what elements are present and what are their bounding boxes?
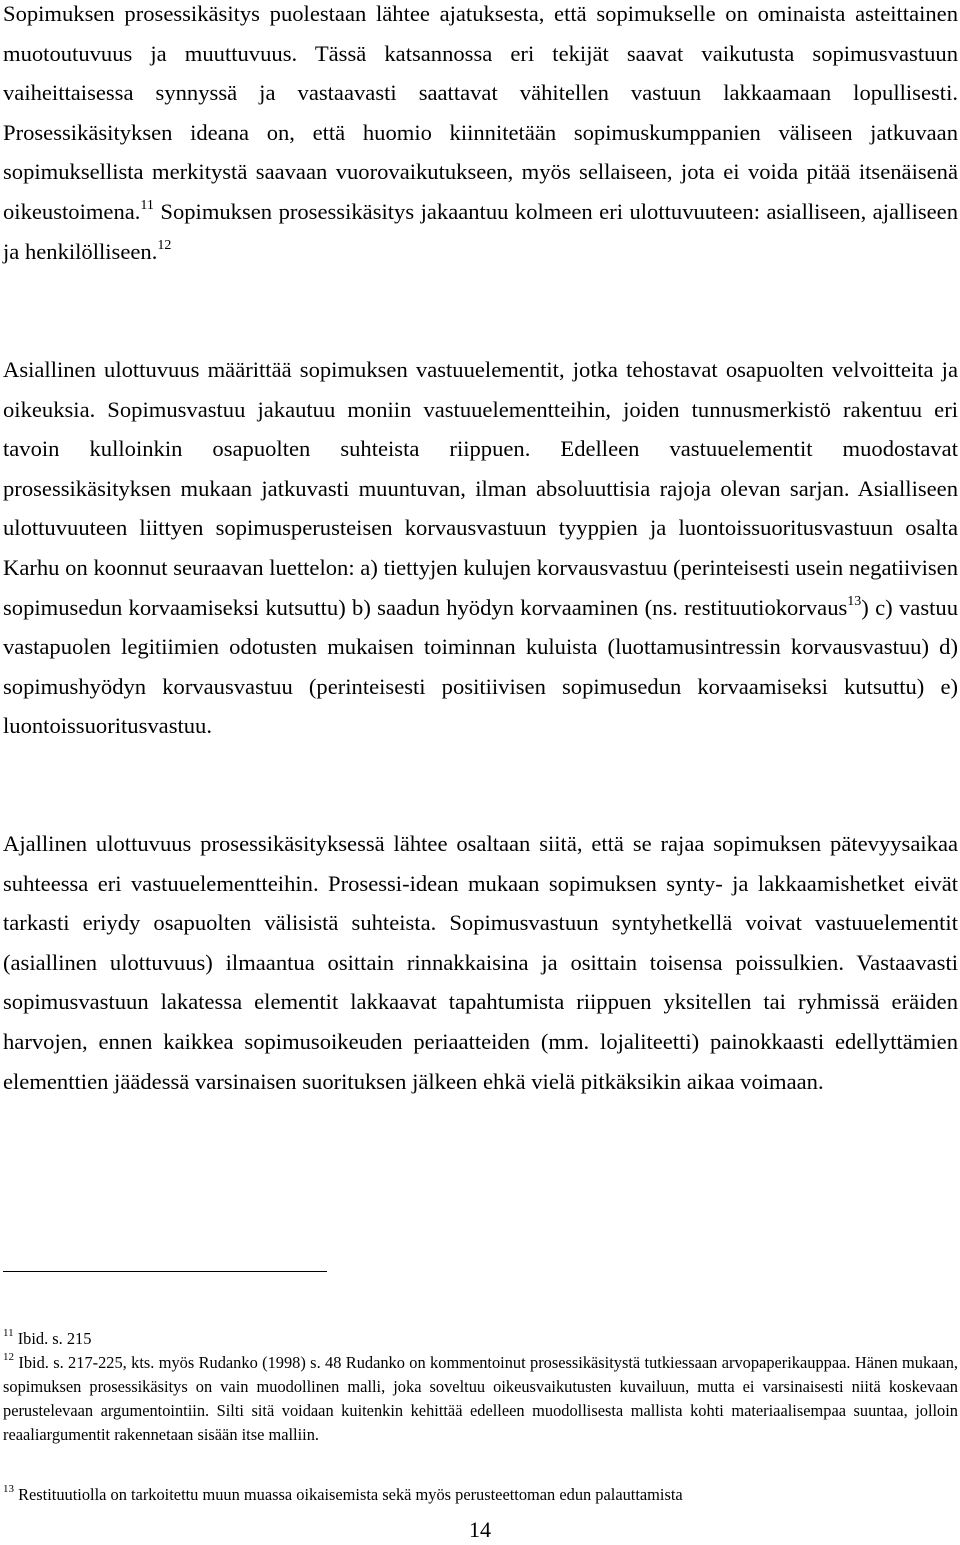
footnote-text: Ibid. s. 217-225, kts. myös Rudanko (1998) s. 48 Rudanko on kommentoinut prosessikäsitystä tutkiessaan arvopaperikauppaa. Hänen mukaan, sopimuksen prosessikäsitys on vain muodollinen malli, joka soveltuu oikeusvaikutusten kuvailuun, mutta ei varsinaisesti niitä koskevaan perustelevaan argumentointiin. Silti sitä voidaan kuitenkin kehittää edelleen muodollisesta mallista kohti materiaalisempaa suuntaa, jolloin reaaliargumentit rakennetaan sisään itse malliin. xyxy=(3,1353,958,1444)
footnote-separator xyxy=(3,1271,327,1272)
footnote-ref[interactable]: 11 xyxy=(140,198,154,214)
footnote-number: 13 xyxy=(3,1482,14,1495)
paragraph-text: Sopimuksen prosessikäsitys puolestaan lähtee ajatuksesta, että sopimukselle on ominaista asteittainen muotoutuvuus ja muuttuvuus. Tässä katsannossa eri tekijät saavat vaikutusta sopimusvastuun vaiheittaisessa synnyssä ja vastaavasti saattavat vähitellen vastuun lakkaamaan lopullisesti. Prosessikäsityksen ideana on, että huomio kiinnitetään sopimuskumppanien väliseen jatkuvaan sopimuksellista merkitystä saavaan vuorovaikutukseen, myös sellaiseen, jota ei voida pitää itsenäisenä oikeustoimena. xyxy=(3,1,958,224)
footnote-13 xyxy=(3,1483,958,1507)
footnote-12 xyxy=(3,1351,958,1447)
footnote-ref[interactable]: 12 xyxy=(157,238,172,254)
footnote-number: 12 xyxy=(3,1350,14,1363)
paragraph-text: ) c) vastuu vastapuolen legitiimien odotusten mukaisen toiminnan kuluista (luottamusintressin korvausvastuu) d) sopimushyödyn korvausvastuu (perinteisesti positiivisen sopimusedun korvaamiseksi kutsuttu) e) luontoissuoritusvastuu. xyxy=(3,594,958,739)
body-paragraph-temporal-dimension: Ajallinen ulottuvuus prosessikäsityksessä lähtee osaltaan siitä, että se rajaa sopimuksen pätevyysaikaa suhteessa eri vastuuelementteihin. Prosessi-idean mukaan sopimuksen synty- ja lakkaamishetket eivät tarkasti eriydy osapuolten välisistä suhteista. Sopimusvastuun syntyhetkellä voivat vastuuelementit (asiallinen ulottuvuus) ilmaantua osittain rinnakkaisina ja osittain toisensa poissulkien. Vastaavasti sopimusvastuun lakatessa elementit lakkaavat tapahtumista riippuen yksitellen tai ryhmissä eräiden harvojen, ennen kaikkea sopimusoikeuden periaatteiden (mm. lojaliteetti) painokkaasti edellyttämien elementtien jäädessä varsinaisen suorituksen jälkeen ehkä vielä pitkäksikin aikaa voimaan. xyxy=(3,831,958,1094)
footnote-text: Restituutiolla on tarkoitettu muun muassa oikaisemista sekä myös perusteettoman edun palauttamista xyxy=(14,1485,683,1504)
footnote-11 xyxy=(3,1327,958,1351)
page-number: 14 xyxy=(469,1517,491,1542)
paragraph-text: Asiallinen ulottuvuus määrittää sopimuksen vastuuelementit, jotka tehostavat osapuolten velvoitteita ja oikeuksia. Sopimusvastuu jakautuu moniin vastuuelementteihin, joiden tunnusmerkistö rakentuu eri tavoin kulloinkin osapuolten suhteista riippuen. Edelleen vastuuelementit muodostavat prosessikäsityksen mukaan jatkuvasti muuntuvan, ilman absoluuttisia rajoja olevan sarjan. Asialliseen ulottuvuuteen liittyen sopimusperusteisen korvausvastuun tyyppien ja luontoissuoritusvastuun osalta Karhu on koonnut seuraavan luettelon: a) tiettyjen kulujen korvausvastuu (perinteisesti usein negatiivisen sopimusedun korvaamiseksi kutsuttu) b) saadun hyödyn korvaaminen (ns. restituutiokorvaus xyxy=(3,357,958,620)
footnote-ref[interactable]: 13 xyxy=(847,594,862,610)
footnote-text: Ibid. s. 215 xyxy=(13,1329,92,1348)
body-paragraph-process-view xyxy=(3,0,958,271)
body-paragraph-substantive-dimension xyxy=(3,350,958,746)
footnote-number: 11 xyxy=(3,1326,14,1339)
paragraph-text: Sopimuksen prosessikäsitys jakaantuu kolmeen eri ulottuvuuteen: asialliseen, ajalliseen ja henkilölliseen. xyxy=(3,198,958,264)
